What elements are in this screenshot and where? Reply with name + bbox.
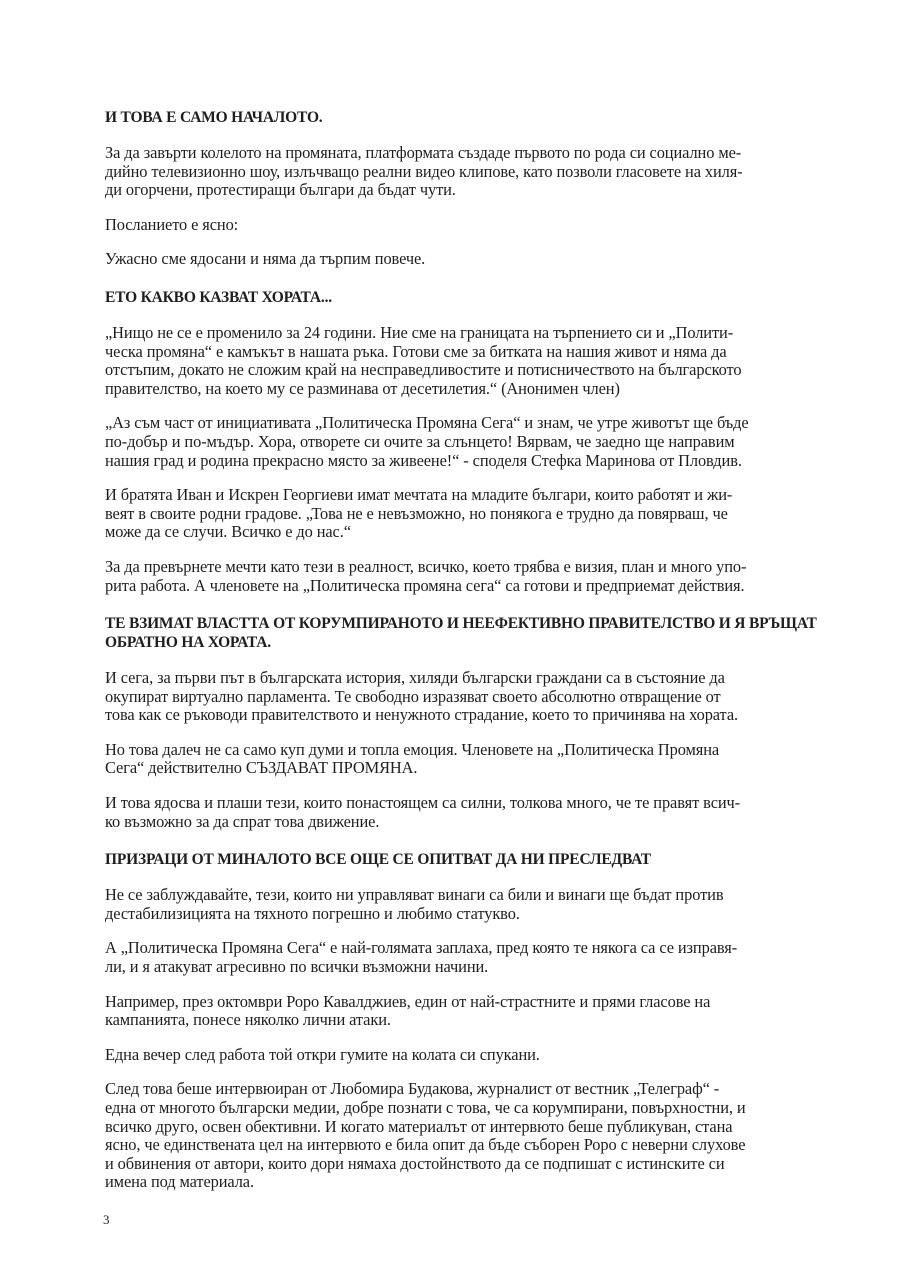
paragraph	[105, 939, 815, 976]
text-line: имена под материала.	[105, 1172, 254, 1192]
text-line: и обвинения от автори, които дори нямаха достойнството да се подпишат с истинските си	[105, 1153, 725, 1173]
text-line: Ужасно сме ядосани и няма да търпим повече.	[105, 249, 426, 269]
text-line: нашия град и родина прекрасно място за живеене!“ - споделя Стефка Маринова от Пловдив.	[105, 450, 742, 470]
paragraph	[105, 669, 815, 725]
page-number: 3	[103, 1212, 110, 1227]
text-line: по-добър и по-мъдър. Хора, отворете си очите за слънцето! Вярвам, че заедно ще направим	[105, 431, 735, 451]
text-line: Посланието е ясно:	[105, 214, 239, 234]
paragraph	[105, 1046, 815, 1065]
text-line: ОБРАТНО НА ХОРАТА.	[105, 634, 271, 652]
section-heading	[105, 108, 815, 127]
paragraph	[105, 558, 815, 595]
paragraph	[105, 144, 815, 200]
text-line: една от многото български медии, добре познати с това, че са корумпирани, повърхностни, и	[105, 1098, 746, 1117]
text-line: И сега, за първи път в българската история, хиляди български граждани са в състояние да	[105, 668, 725, 688]
document-body	[105, 108, 815, 1208]
text-line: ЕТО КАКВО КАЗВАТ ХОРАТА...	[105, 288, 332, 306]
text-line: ко възможно за да спрат това движение.	[105, 811, 380, 831]
paragraph	[105, 414, 815, 470]
text-line: „Нищо не се е променило за 24 години. Ние сме на границата на търпението си и „Полити-	[105, 322, 734, 342]
text-line: За да завърти колелото на промяната, платформата създаде първото по рода си социално ме-	[105, 143, 742, 162]
text-line: всичко друго, освен обективни. И когато материалът от интервюто беше публикуван, стана	[105, 1116, 733, 1136]
text-line: окупират виртуално парламента. Те свободно изразяват своето абсолютно отвращение от	[105, 686, 721, 706]
paragraph	[105, 486, 815, 542]
text-line: След това беше интервюиран от Любомира Будакова, журналист от вестник „Телеграф“ -	[105, 1079, 720, 1099]
section-heading	[105, 850, 815, 869]
paragraph	[105, 324, 815, 398]
text-line: И ТОВА Е САМО НАЧАЛОТО.	[105, 109, 323, 126]
text-line: дийно телевизионно шоу, излъчващо реални видео клипове, като позволи гласовете на хиля-	[105, 161, 743, 181]
text-line: правителство, на което му се разминава от десетилетия.“ (Анонимен член)	[105, 378, 620, 398]
text-line: А „Политическа Промяна Сега“ е най-голямата заплаха, пред която те някога са се изправя-	[105, 938, 738, 958]
section-heading	[105, 614, 815, 652]
text-line: веят в своите родни градове. „Това не е невъзможно, но понякога е трудно да повярваш, че	[105, 503, 728, 523]
text-line: Но това далеч не са само куп думи и топла емоция. Членовете на „Политическа Промяна	[105, 739, 720, 759]
paragraph	[105, 250, 815, 269]
text-line: ческа промяна“ е камъкът в нашата ръка. Готови сме за битката на нашия живот и няма да	[105, 341, 727, 361]
text-line: И това ядосва и плаши тези, които понастоящем са силни, толкова много, че те правят всич-	[105, 793, 741, 813]
text-line: кампанията, понесе няколко лични атаки.	[105, 1010, 391, 1030]
text-line: рита работа. А членовете на „Политическа промяна сега“ са готови и предприемат действия.	[105, 575, 745, 595]
text-line: „Аз съм част от инициативата „Политическа Промяна Сега“ и знам, че утре животът ще бъде	[105, 413, 749, 433]
paragraph	[105, 216, 815, 235]
text-line: Например, през октомври Роро Кавалджиев, един от най-страстните и прями гласове на	[105, 991, 711, 1011]
text-line: това как се ръководи правителството и ненужното страдание, което то причинява на хората.	[105, 705, 738, 725]
paragraph	[105, 886, 815, 923]
paragraph	[105, 1080, 815, 1192]
text-line: отстъпим, докато не сложим край на несправедливостите и потисничеството на българското	[105, 360, 742, 380]
text-line: ли, и я атакуват агресивно по всички възможни начини.	[105, 957, 489, 977]
text-line: дестабилизицията на тяхното погрешно и любимо статукво.	[105, 903, 520, 923]
text-line: И братята Иван и Искрен Георгиеви имат мечтата на младите българи, които работят и жи-	[105, 485, 733, 505]
text-line: може да се случи. Всичко е до нас.“	[105, 522, 351, 542]
text-line: ПРИЗРАЦИ ОТ МИНАЛОТО ВСЕ ОЩЕ СЕ ОПИТВАТ ДА НИ ПРЕСЛЕДВАТ	[105, 851, 651, 869]
text-line: Не се заблуждавайте, тези, които ни управляват винаги са били и винаги ще бъдат против	[105, 885, 724, 905]
text-line: Сега“ действително СЪЗДАВАТ ПРОМЯНА.	[105, 758, 418, 778]
paragraph	[105, 993, 815, 1030]
text-line: ТЕ ВЗИМАТ ВЛАСТТА ОТ КОРУМПИРАНОТО И НЕЕФЕКТИВНО ПРАВИТЕЛСТВО И Я ВРЪЩАТ	[105, 615, 817, 633]
paragraph	[105, 794, 815, 831]
text-line: За да превърнете мечти като тези в реалност, всичко, което трябва е визия, план и много упо-	[105, 556, 747, 576]
text-line: Една вечер след работа той откри гумите на колата си спукани.	[105, 1044, 540, 1064]
text-line: ясно, че единствената цел на интервюто е била опит да бъде съборен Роро с неверни слухове	[105, 1135, 746, 1155]
section-heading	[105, 288, 815, 307]
paragraph	[105, 741, 815, 778]
text-line: ди огорчени, протестиращи българи да бъдат чути.	[105, 180, 456, 200]
